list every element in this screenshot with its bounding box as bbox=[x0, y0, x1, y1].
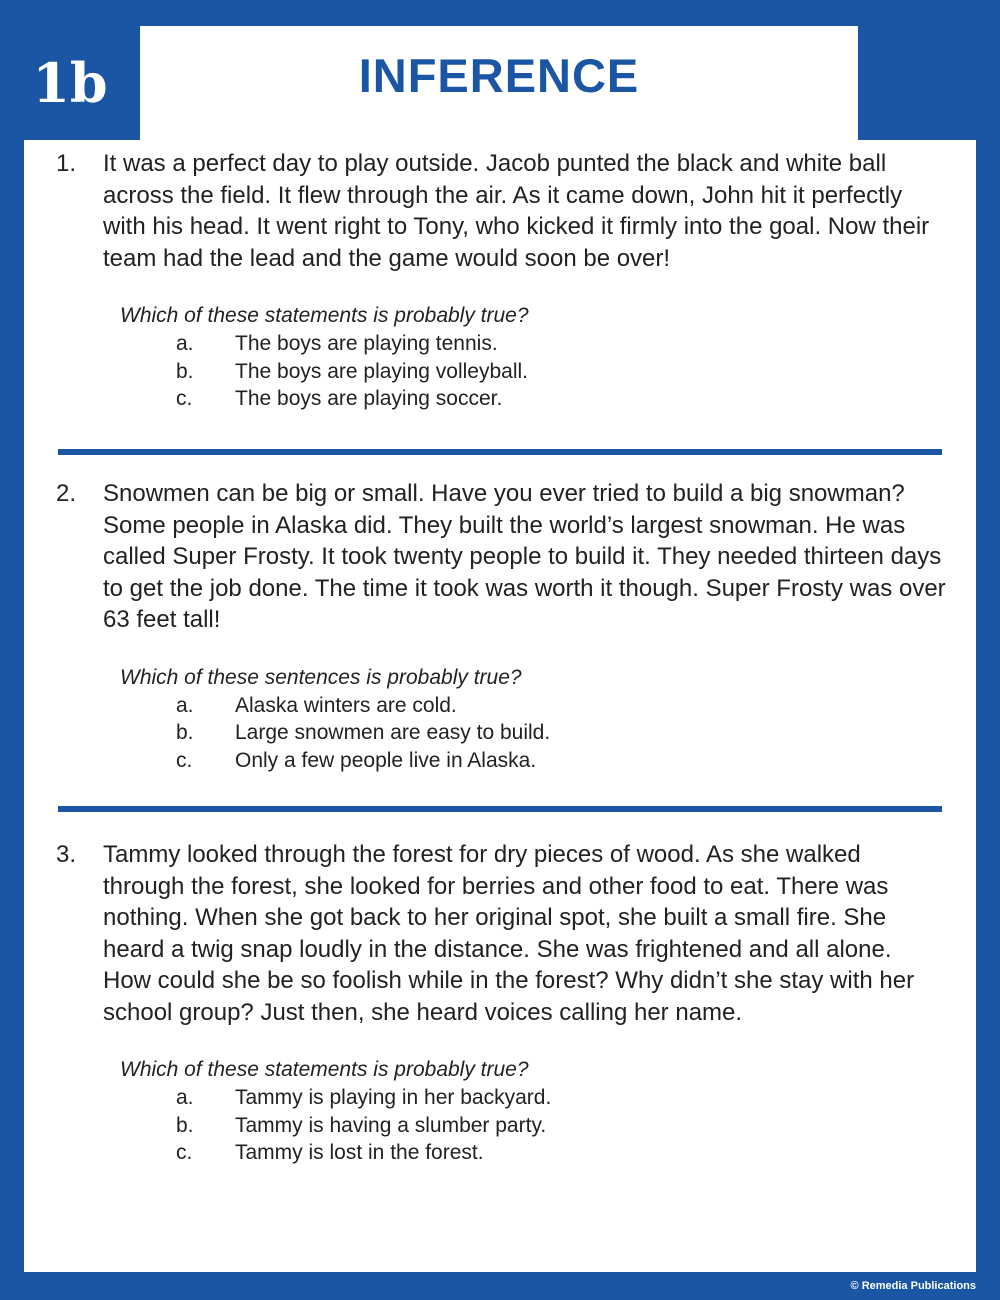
answer-choice bbox=[176, 1139, 946, 1167]
lesson-badge: 1b bbox=[32, 51, 108, 115]
question-passage bbox=[56, 839, 946, 1028]
answer-choice bbox=[176, 747, 946, 775]
answer-choices bbox=[176, 330, 946, 413]
choice-letter: c. bbox=[176, 1141, 193, 1164]
choice-letter: b. bbox=[176, 721, 194, 744]
choice-text: Alaska winters are cold. bbox=[235, 693, 457, 717]
answer-choice bbox=[176, 358, 946, 386]
question-2 bbox=[56, 478, 946, 774]
choice-letter: a. bbox=[176, 332, 194, 355]
passage-text: It was a perfect day to play outside. Jacob punted the black and white ball across the field. It flew through the air. As it came down, John hit it perfectly with his head. It went right to Tony, who kicked it firmly into the goal. Now their team had the lead and the game would soon be over! bbox=[103, 150, 930, 272]
choice-text: The boys are playing volleyball. bbox=[235, 359, 528, 383]
section-divider bbox=[58, 449, 942, 455]
answer-choice bbox=[176, 1084, 946, 1112]
choice-text: Tammy is having a slumber party. bbox=[235, 1113, 547, 1137]
choice-text: Only a few people live in Alaska. bbox=[235, 748, 537, 772]
answer-choice bbox=[176, 719, 946, 747]
choice-text: Tammy is lost in the forest. bbox=[235, 1141, 484, 1164]
choice-text: The boys are playing soccer. bbox=[235, 387, 503, 410]
question-1 bbox=[56, 148, 946, 413]
choice-text: The boys are playing tennis. bbox=[235, 332, 498, 355]
question-3 bbox=[56, 839, 946, 1167]
choice-letter: b. bbox=[176, 1113, 194, 1137]
answer-choice bbox=[176, 385, 946, 413]
choice-letter: a. bbox=[176, 1086, 194, 1109]
answer-choice bbox=[176, 330, 946, 358]
question-number: 3. bbox=[56, 841, 77, 868]
passage-text: Tammy looked through the forest for dry pieces of wood. As she walked through the forest, she looked for berries and other food to eat. There was nothing. When she got back to her original spot, she built a small fire. She heard a twig snap loudly in the distance. She was frightened and all alone. How could she be so foolish while in the forest? Why didn’t she stay with her school group? Just then, she heard voices calling her name. bbox=[103, 841, 915, 1026]
choice-text: Tammy is playing in her backyard. bbox=[235, 1086, 552, 1109]
answer-choices bbox=[176, 692, 946, 775]
choice-letter: c. bbox=[176, 387, 193, 410]
choice-letter: a. bbox=[176, 693, 194, 717]
question-prompt: Which of these sentences is probably true? bbox=[120, 665, 522, 689]
question-number: 1. bbox=[56, 150, 77, 177]
answer-choice bbox=[176, 692, 946, 720]
question-passage bbox=[56, 478, 946, 636]
copyright-notice: © Remedia Publications bbox=[850, 1280, 976, 1292]
choice-letter: c. bbox=[176, 748, 193, 772]
passage-text: Snowmen can be big or small. Have you ever tried to build a big snowman? Some people in Alaska did. They built the world’s largest snowman. He was called Super Frosty. It took twenty people to build it. They needed thirteen days to get the job done. The time it took was worth it though. Super Frosty was over 63 feet tall! bbox=[103, 480, 946, 633]
page-title: INFERENCE bbox=[358, 49, 640, 102]
section-divider bbox=[58, 806, 942, 812]
choice-letter: b. bbox=[176, 359, 194, 383]
question-number: 2. bbox=[56, 480, 77, 507]
question-passage bbox=[56, 148, 946, 274]
question-prompt: Which of these statements is probably true? bbox=[120, 1058, 529, 1081]
choice-text: Large snowmen are easy to build. bbox=[235, 721, 551, 744]
answer-choice bbox=[176, 1112, 946, 1140]
question-prompt: Which of these statements is probably true? bbox=[120, 304, 529, 327]
answer-choices bbox=[176, 1084, 946, 1167]
